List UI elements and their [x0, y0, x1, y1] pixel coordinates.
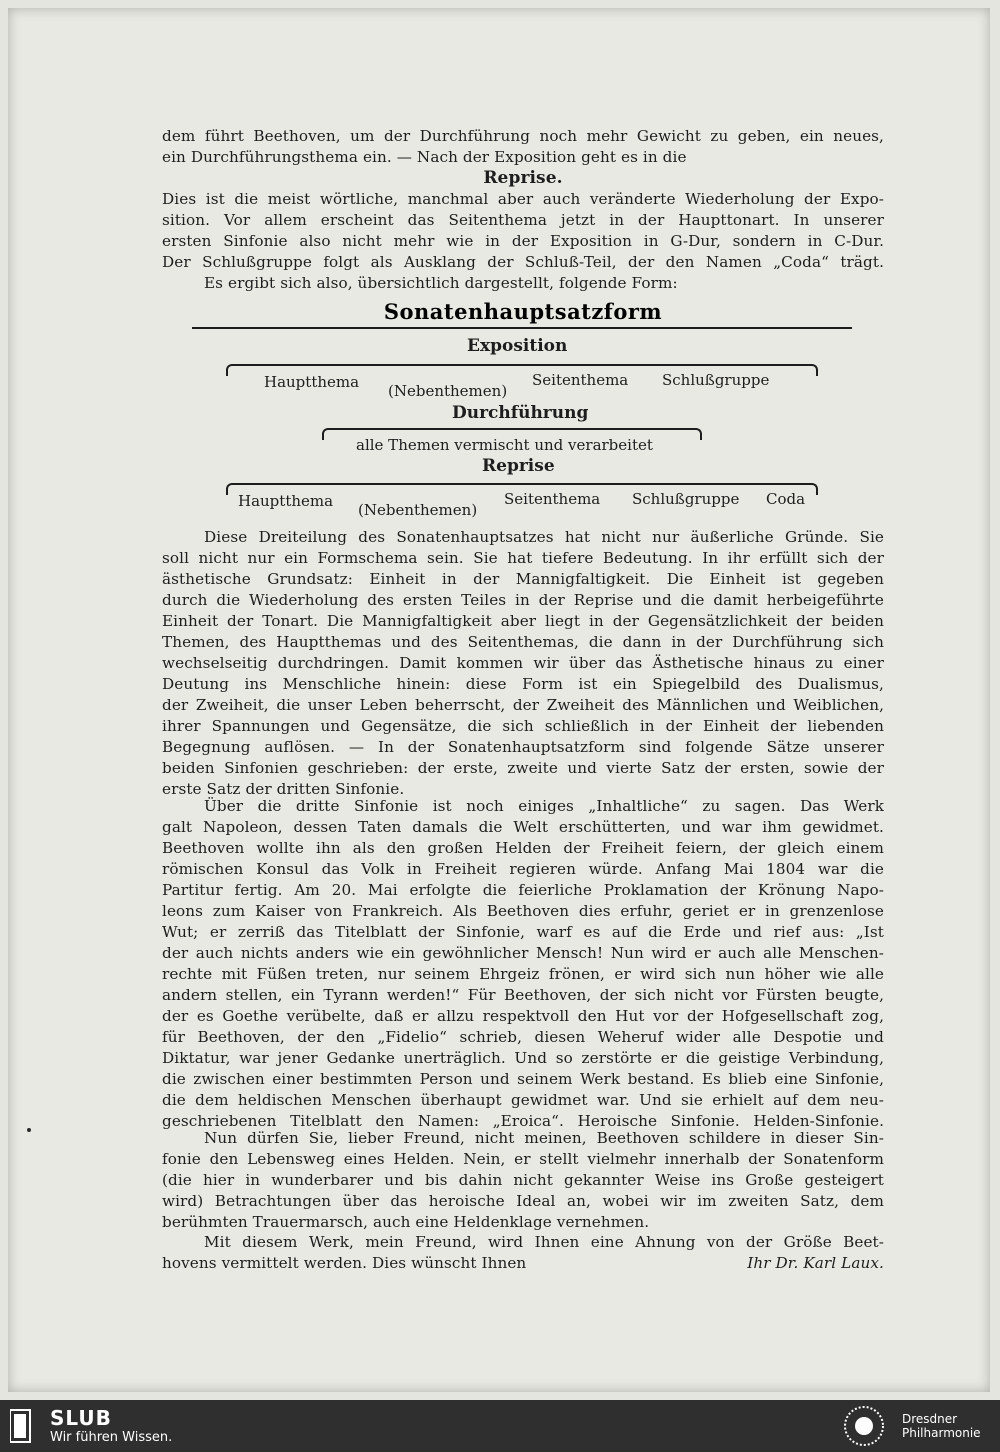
text-line: Partitur fertig. Am 20. Mai erfolgte die feierliche Proklamation der Krönung Napo- — [162, 881, 884, 899]
text-line: ästhetische Grundsatz: Einheit in der Mannigfaltigkeit. Die Einheit ist gegeben — [162, 570, 884, 588]
schema-durchfuehrung: Durchführung — [452, 403, 589, 423]
exp-hauptthema: Hauptthema — [264, 373, 360, 391]
paragraph-dreiteilung — [162, 527, 884, 800]
text-line: Über die dritte Sinfonie ist noch einiges „Inhaltliche“ zu sagen. Das Werk — [204, 797, 884, 815]
rep-nebenthemen: (Nebenthemen) — [358, 501, 478, 519]
exp-seitenthema: Seitenthema — [532, 371, 629, 389]
heading-reprise: Reprise. — [483, 168, 563, 188]
text-line: rechte mit Füßen treten, nur seinem Ehrgeiz frönen, er wird sich nun höher wie alle — [162, 965, 884, 983]
paragraph-closing — [162, 1232, 884, 1274]
text-line: Deutung ins Menschliche hinein: diese Form ist ein Spiegelbild des Dualismus, — [162, 675, 884, 693]
schema-title: Sonatenhauptsatzform — [383, 299, 663, 324]
text-line: fonie den Lebensweg eines Helden. Nein, er stellt vielmehr innerhalb der Sonatenform — [162, 1150, 884, 1168]
text-line: Der Schlußgruppe folgt als Ausklang der Schluß-Teil, der den Namen „Coda“ trägt. — [162, 253, 884, 271]
text-line: leons zum Kaiser von Frankreich. Als Beethoven dies erfuhr, geriet er in grenzenlose — [162, 902, 884, 920]
closing-line — [162, 1253, 884, 1274]
footer-bar — [0, 1400, 1000, 1452]
paragraph-heldenklage — [162, 1128, 884, 1233]
form-schema — [162, 296, 884, 526]
text-line: Es ergibt sich also, übersichtlich dargestellt, folgende Form: — [204, 274, 678, 292]
text-line: der es Goethe verübelte, daß er allzu respektvoll den Hut vor der Hofgesellschaft zog, — [162, 1007, 884, 1025]
paper-speck — [27, 1128, 31, 1132]
text-line: für Beethoven, der den „Fidelio“ schrieb, diesen Weheruf wider alle Despotie und — [162, 1028, 884, 1046]
text-line: ihrer Spannungen und Gegensätze, die sich schließlich in der Einheit der liebenden — [162, 717, 884, 735]
text-line: geschriebenen Titelblatt den Namen: „Eroica“. Heroische Sinfonie. Helden-Sinfonie. — [162, 1112, 884, 1130]
text-line: soll nicht nur ein Formschema sein. Sie hat tiefere Bedeutung. In ihr erfüllt sich der — [162, 549, 884, 567]
text-line: Einheit der Tonart. Die Mannigfaltigkeit aber liegt in der Gegensätzlichkeit der beiden — [162, 612, 884, 630]
df-description: alle Themen vermischt und verarbeitet — [356, 436, 653, 454]
text-line: Dies ist die meist wörtliche, manchmal aber auch veränderte Wiederholung der Expo- — [162, 190, 884, 208]
text-line: Themen, des Hauptthemas und des Seitenthemas, die dann in der Durchführung sich — [162, 633, 884, 651]
text-line: sition. Vor allem erscheint das Seitenthema jetzt in der Haupttonart. In unserer — [162, 211, 884, 229]
slub-tagline: Wir führen Wissen. — [50, 1430, 173, 1445]
signature: Ihr Dr. Karl Laux. — [747, 1254, 884, 1272]
text-line: dem führt Beethoven, um der Durchführung noch mehr Gewicht zu geben, ein neues, — [162, 127, 884, 145]
text-line: hovens vermittelt werden. Dies wünscht Ihnen — [162, 1254, 527, 1272]
text-line: Beethoven wollte ihn als den großen Helden der Freiheit feiern, der gleich einem — [162, 839, 884, 857]
exp-nebenthemen: (Nebenthemen) — [388, 382, 508, 400]
text-line: galt Napoleon, dessen Taten damals die Welt erschütterten, und war ihm gewidmet. — [162, 818, 884, 836]
philharmonie-logo-icon — [842, 1404, 886, 1448]
text-line: erste Satz der dritten Sinfonie. — [162, 780, 405, 798]
text-line: Diktatur, war jener Gedanke unerträglich. Und so zerstörte er die geistige Verbindung, — [162, 1049, 884, 1067]
exp-schlussgruppe: Schlußgruppe — [662, 371, 770, 389]
rep-seitenthema: Seitenthema — [504, 490, 601, 508]
text-line: wird) Betrachtungen über das heroische Ideal an, wobei wir im zweiten Satz, dem — [162, 1192, 884, 1210]
text-line: Diese Dreiteilung des Sonatenhauptsatzes hat nicht nur äußerliche Gründe. Sie — [204, 528, 884, 546]
text-line: (die hier in wunderbarer und bis dahin nicht gekannter Weise ins Große gesteigert — [162, 1171, 884, 1189]
text-line: beiden Sinfonien geschrieben: der erste, zweite und vierte Satz der ersten, sowie der — [162, 759, 884, 777]
text-line: wechselseitig durchdringen. Damit kommen wir über das Ästhetische hinaus zu einer — [162, 654, 884, 672]
paragraph-eroica — [162, 796, 884, 1132]
rep-schlussgruppe: Schlußgruppe — [632, 490, 740, 508]
text-line: die zwischen einer bestimmten Person und seinem Werk bestand. Es blieb eine Sinfonie, — [162, 1070, 884, 1088]
text-line: berühmten Trauermarsch, auch eine Heldenklage vernehmen. — [162, 1213, 650, 1231]
text-line: durch die Wiederholung des ersten Teiles in der Reprise und die damit herbeigeführte — [162, 591, 884, 609]
text-line: der auch nichts anders wie ein gewöhnlicher Mensch! Nun wird er auch alle Menschen- — [162, 944, 884, 962]
text-line: römischen Konsul das Volk in Freiheit regieren würde. Anfang Mai 1804 war die — [162, 860, 884, 878]
schema-reprise: Reprise — [482, 456, 555, 476]
schema-exposition: Exposition — [467, 336, 568, 356]
text-line: ersten Sinfonie also nicht mehr wie in der Exposition in G-Dur, sondern in C-Dur. — [162, 232, 884, 250]
text-line: Mit diesem Werk, mein Freund, wird Ihnen eine Ahnung von der Größe Beet- — [204, 1233, 884, 1251]
slub-name: SLUB — [50, 1406, 112, 1430]
text-line: Nun dürfen Sie, lieber Freund, nicht meinen, Beethoven schildere in dieser Sin- — [204, 1129, 884, 1147]
philharmonie-name — [902, 1412, 981, 1440]
text-line: andern stellen, ein Tyrann werden!“ Für Beethoven, der sich nicht vor Fürsten beugte, — [162, 986, 884, 1004]
text-line: der Zweiheit, die unser Leben beherrscht, der Zweiheit des Männlichen und Weiblichen, — [162, 696, 884, 714]
philharmonie-line-2: Philharmonie — [902, 1426, 981, 1440]
philharmonie-line-1: Dresdner — [902, 1412, 958, 1426]
text-block-top — [162, 126, 884, 294]
text-line: die dem heldischen Menschen überhaupt gewidmet war. Und sie erhielt auf dem neu- — [162, 1091, 884, 1109]
rep-hauptthema: Hauptthema — [238, 492, 334, 510]
text-line: Begegnung auflösen. — In der Sonatenhauptsatzform sind folgende Sätze unserer — [162, 738, 884, 756]
text-line: Wut; er zerriß das Titelblatt der Sinfonie, warf es auf die Erde und rief aus: „Ist — [162, 923, 884, 941]
text-line: ein Durchführungsthema ein. — Nach der Exposition geht es in die — [162, 148, 687, 166]
title-rule — [192, 327, 852, 329]
slub-logo-icon — [10, 1408, 34, 1444]
rep-coda: Coda — [766, 490, 806, 508]
